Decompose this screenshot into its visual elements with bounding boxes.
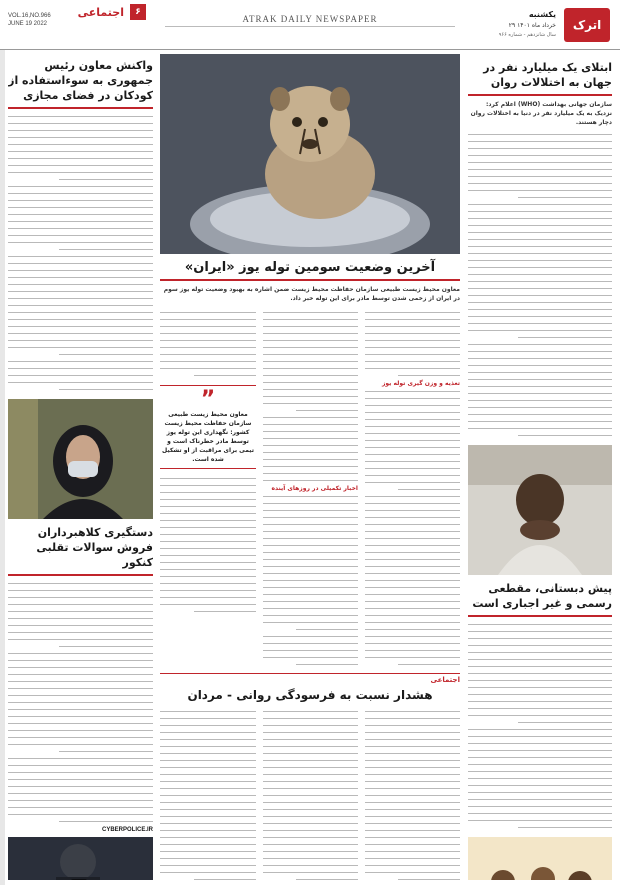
phone-user-photo bbox=[8, 837, 153, 880]
second-left-body bbox=[8, 580, 153, 825]
article-col-1 bbox=[365, 309, 460, 668]
article-col-3 bbox=[160, 309, 256, 615]
section-tag: اجتماعی bbox=[160, 673, 460, 684]
woman-with-mask-image bbox=[8, 399, 153, 519]
subhead-2: اخبار تکمیلی در روزهای آینده bbox=[271, 485, 358, 492]
pull-quote bbox=[160, 385, 256, 469]
bottom-article-body bbox=[160, 708, 460, 880]
volume-number: VOL.16,NO.966 bbox=[8, 13, 51, 19]
title-rule bbox=[8, 107, 153, 109]
left-article-title[interactable]: واکنش معاون رئیس جمهوری به سوءاستفاده از کودکان در فضای مجازی bbox=[8, 59, 153, 102]
official-photo bbox=[8, 399, 153, 519]
bottom-col-3 bbox=[160, 708, 256, 880]
left-column bbox=[8, 54, 153, 880]
section-name: اجتماعی bbox=[77, 6, 124, 19]
distressed-man-photo bbox=[468, 445, 612, 575]
right-article-title[interactable]: ابتلای یک میلیارد نفر در جهان به اختلالات روان bbox=[483, 61, 612, 89]
bottom-headline[interactable]: هشدار نسبت به فرسودگی روانی - مردان bbox=[187, 688, 433, 702]
second-right-rule bbox=[468, 615, 612, 617]
page-number: ۶ bbox=[130, 4, 146, 20]
issue-date-en: JUNE 19 2022 bbox=[8, 21, 48, 27]
main-article-body bbox=[160, 309, 460, 669]
left-article-body bbox=[8, 113, 153, 393]
cyber-police-link[interactable]: CYBERPOLICE.IR bbox=[101, 827, 153, 833]
main-headline[interactable]: آخرین وضعیت سومین توله یوز «ایران» bbox=[184, 260, 436, 275]
kids-classroom-image bbox=[468, 837, 612, 880]
right-column bbox=[468, 54, 612, 880]
date-persian: ۲۹ خرداد ماه ۱۴۰۱ bbox=[508, 22, 556, 29]
headline-rule bbox=[160, 279, 460, 281]
issue-info: سال شانزدهم - شماره ۹۶۶ bbox=[498, 32, 556, 38]
children-classroom-photo bbox=[468, 837, 612, 880]
right-title-rule bbox=[468, 94, 612, 96]
bottom-col-2 bbox=[263, 708, 358, 880]
center-column bbox=[160, 54, 460, 880]
person-with-phone-image bbox=[8, 837, 153, 880]
second-title-rule bbox=[8, 574, 153, 576]
cheetah-photo bbox=[160, 54, 460, 254]
newspaper-name: ATRAK DAILY NEWSPAPER bbox=[242, 14, 378, 24]
bottom-col-1 bbox=[365, 708, 460, 880]
main-lead: معاون محیط زیست طبیعی سازمان حفاظت محیط زیست ضمن اشاره به بهبود وضعیت توله یوز سوم در ایران از زخمی شدن توسط مادر برای این توله خبر داد. bbox=[163, 286, 460, 302]
page-edge-strip bbox=[0, 50, 5, 885]
header-rule bbox=[165, 26, 455, 27]
quote-mark-icon: ” bbox=[200, 387, 216, 412]
newspaper-logo[interactable]: اترک bbox=[564, 8, 610, 42]
second-right-title[interactable]: پیش دبستانی، مقطعی رسمی و غیر اجباری است bbox=[472, 582, 612, 610]
man-in-distress-image bbox=[468, 445, 612, 575]
page-header bbox=[0, 0, 620, 50]
cheetah-cub-image bbox=[160, 54, 460, 254]
right-article-body bbox=[468, 131, 612, 439]
pull-quote-text: معاون محیط زیست طبیعی سازمان حفاظت محیط زیست کشور: نگهداری این توله یوز توسط مادر خطرناک است و تیمی برای مراقبت از او تشکیل شده است. bbox=[162, 411, 254, 463]
second-left-title[interactable]: دستگیری کلاهبرداران فروش سوالات تقلبی کنکور bbox=[36, 526, 153, 569]
subhead-1: تغذیه و وزن گیری توله یوز bbox=[381, 380, 460, 387]
header-right bbox=[460, 6, 610, 44]
second-right-body bbox=[468, 621, 612, 831]
right-article-lead: سازمان جهانی بهداشت (WHO) اعلام کرد: نزدیک به یک میلیارد نفر در دنیا به اختلالات روان دچار هستند. bbox=[470, 101, 612, 126]
date-weekday: یکشنبه bbox=[528, 10, 556, 19]
article-col-2 bbox=[263, 309, 358, 668]
